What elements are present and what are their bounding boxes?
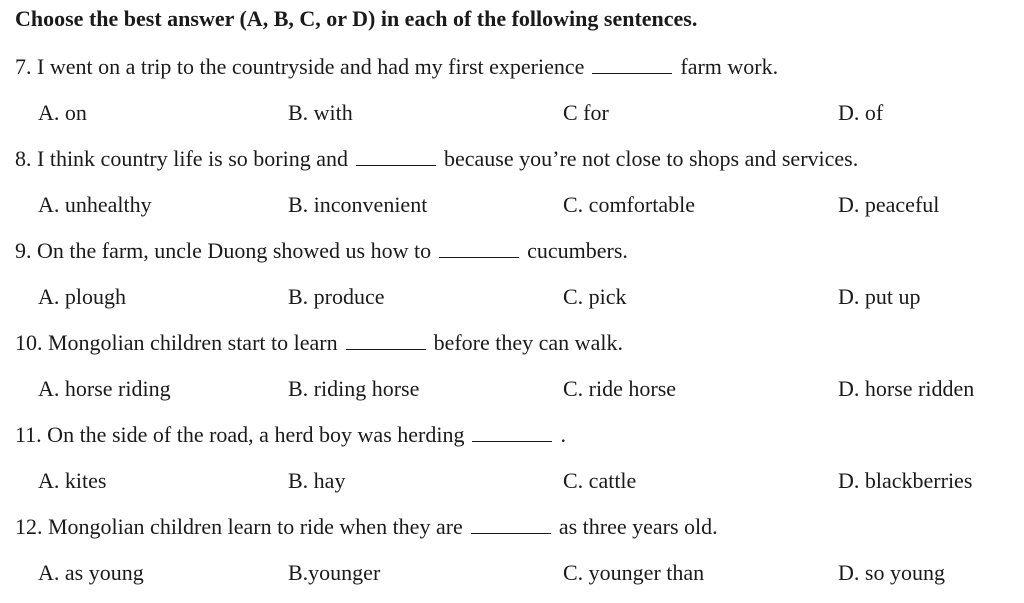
question-text: 11. On the side of the road, a herd boy was herding bbox=[15, 422, 465, 447]
option-d: D. so young bbox=[838, 560, 945, 585]
option-c: C. ride horse bbox=[563, 376, 677, 401]
question-9 bbox=[15, 238, 628, 264]
option-c: C. pick bbox=[563, 284, 627, 309]
question-text: 9. On the farm, uncle Duong showed us how to bbox=[15, 238, 432, 263]
option-b: B. hay bbox=[288, 468, 346, 493]
option-a: A. horse riding bbox=[38, 376, 171, 401]
answer-blank bbox=[592, 56, 672, 74]
option-b: B. inconvenient bbox=[288, 192, 428, 217]
question-11 bbox=[15, 422, 566, 448]
question-12 bbox=[15, 514, 718, 540]
option-b: B.younger bbox=[288, 560, 381, 585]
question-text-end: farm work. bbox=[680, 54, 779, 79]
option-a: A. kites bbox=[38, 468, 107, 493]
question-text-end: before they can walk. bbox=[433, 330, 623, 355]
option-a: A. on bbox=[38, 100, 87, 125]
question-text-end: as three years old. bbox=[558, 514, 718, 539]
option-c: C. comfortable bbox=[563, 192, 695, 217]
option-c: C. cattle bbox=[563, 468, 637, 493]
question-text: 7. I went on a trip to the countryside and had my first experience bbox=[15, 54, 585, 79]
option-d: D. horse ridden bbox=[838, 376, 975, 401]
option-a: A. plough bbox=[38, 284, 126, 309]
option-b: B. with bbox=[288, 100, 353, 125]
question-8 bbox=[15, 146, 858, 172]
question-text-end: . bbox=[560, 422, 566, 447]
option-b: B. riding horse bbox=[288, 376, 420, 401]
question-10 bbox=[15, 330, 623, 356]
question-text: 8. I think country life is so boring and bbox=[15, 146, 349, 171]
answer-blank bbox=[471, 516, 551, 534]
answer-blank bbox=[439, 240, 519, 258]
option-c: C for bbox=[563, 100, 609, 125]
option-b: B. produce bbox=[288, 284, 385, 309]
answer-blank bbox=[346, 332, 426, 350]
question-text: 12. Mongolian children learn to ride when they are bbox=[15, 514, 463, 539]
option-d: D. put up bbox=[838, 284, 921, 309]
question-text-end: cucumbers. bbox=[527, 238, 628, 263]
instructions-heading: Choose the best answer (A, B, C, or D) in each of the following sentences. bbox=[15, 6, 698, 31]
option-a: A. unhealthy bbox=[38, 192, 152, 217]
answer-blank bbox=[472, 424, 552, 442]
option-d: D. blackberries bbox=[838, 468, 973, 493]
option-c: C. younger than bbox=[563, 560, 705, 585]
option-d: D. of bbox=[838, 100, 884, 125]
option-a: A. as young bbox=[38, 560, 144, 585]
question-text: 10. Mongolian children start to learn bbox=[15, 330, 338, 355]
question-7 bbox=[15, 54, 778, 80]
answer-blank bbox=[356, 148, 436, 166]
question-text-end: because you’re not close to shops and services. bbox=[444, 146, 859, 171]
option-d: D. peaceful bbox=[838, 192, 940, 217]
